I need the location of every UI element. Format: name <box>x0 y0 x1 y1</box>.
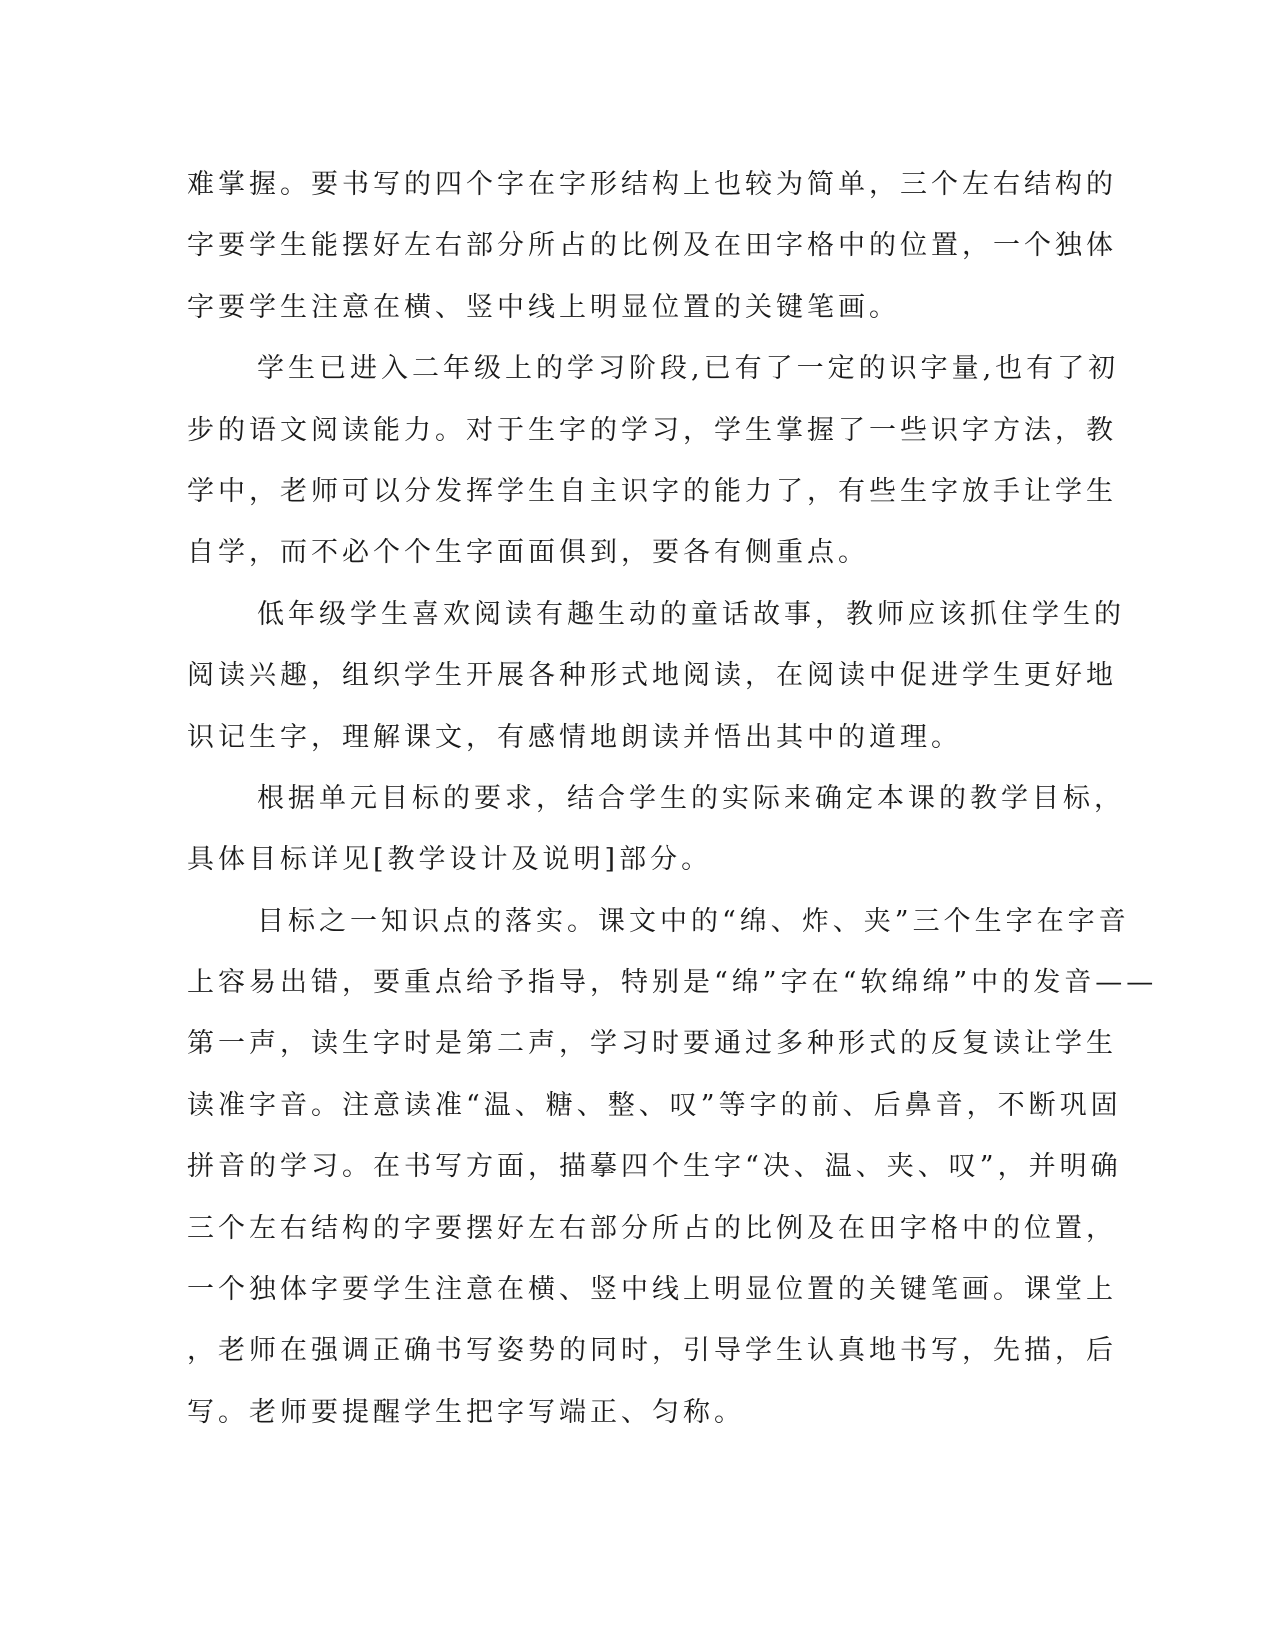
body-text <box>187 154 1158 1443</box>
text-line: 识记生字，理解课文，有感情地朗读并悟出其中的道理。 <box>187 721 962 753</box>
text-line: 第一声，读生字时是第二声，学习时要通过多种形式的反复读让学生 <box>187 1028 1117 1060</box>
text-line: 阅读兴趣，组织学生开展各种形式地阅读，在阅读中促进学生更好地 <box>187 660 1117 692</box>
paragraph-start-line: 学生已进入二年级上的学习阶段,已有了一定的识字量,也有了初 <box>257 353 1120 385</box>
text-line: 难掌握。要书写的四个字在字形结构上也较为简单，三个左右结构的 <box>187 169 1117 200</box>
paragraph-start-line: 根据单元目标的要求，结合学生的实际来确定本课的教学目标， <box>257 782 1125 814</box>
text-line: 字要学生能摆好左右部分所占的比例及在田字格中的位置，一个独体 <box>187 230 1117 262</box>
text-line: ，老师在强调正确书写姿势的同时，引导学生认真地书写，先描，后 <box>187 1335 1117 1367</box>
text-line: 拼音的学习。在书写方面，描摹四个生字“决、温、夹、叹”，并明确 <box>187 1151 1122 1183</box>
text-line: 一个独体字要学生注意在横、竖中线上明显位置的关键笔画。课堂上 <box>187 1274 1117 1306</box>
text-line: 步的语文阅读能力。对于生字的学习，学生掌握了一些识字方法，教 <box>187 414 1117 446</box>
paragraph-start-line: 目标之一知识点的落实。课文中的“绵、炸、夹”三个生字在字音 <box>257 905 1130 937</box>
text-line: 三个左右结构的字要摆好左右部分所占的比例及在田字格中的位置， <box>187 1212 1117 1244</box>
text-line: 自学，而不必个个生字面面俱到，要各有侧重点。 <box>187 537 869 569</box>
paragraph-start-line: 低年级学生喜欢阅读有趣生动的童话故事，教师应该抓住学生的 <box>257 598 1125 630</box>
text-line: 具体目标详见[教学设计及说明]部分。 <box>187 844 713 876</box>
text-line: 写。老师要提醒学生把字写端正、匀称。 <box>187 1396 745 1428</box>
text-line: 上容易出错，要重点给予指导，特别是“绵”字在“软绵绵”中的发音—— <box>187 967 1158 999</box>
text-line: 字要学生注意在横、竖中线上明显位置的关键笔画。 <box>187 291 900 323</box>
text-line: 学中，老师可以分发挥学生自主识字的能力了，有些生字放手让学生 <box>187 475 1117 507</box>
text-line: 读准字音。注意读准“温、糖、整、叹”等字的前、后鼻音，不断巩固 <box>187 1089 1122 1121</box>
